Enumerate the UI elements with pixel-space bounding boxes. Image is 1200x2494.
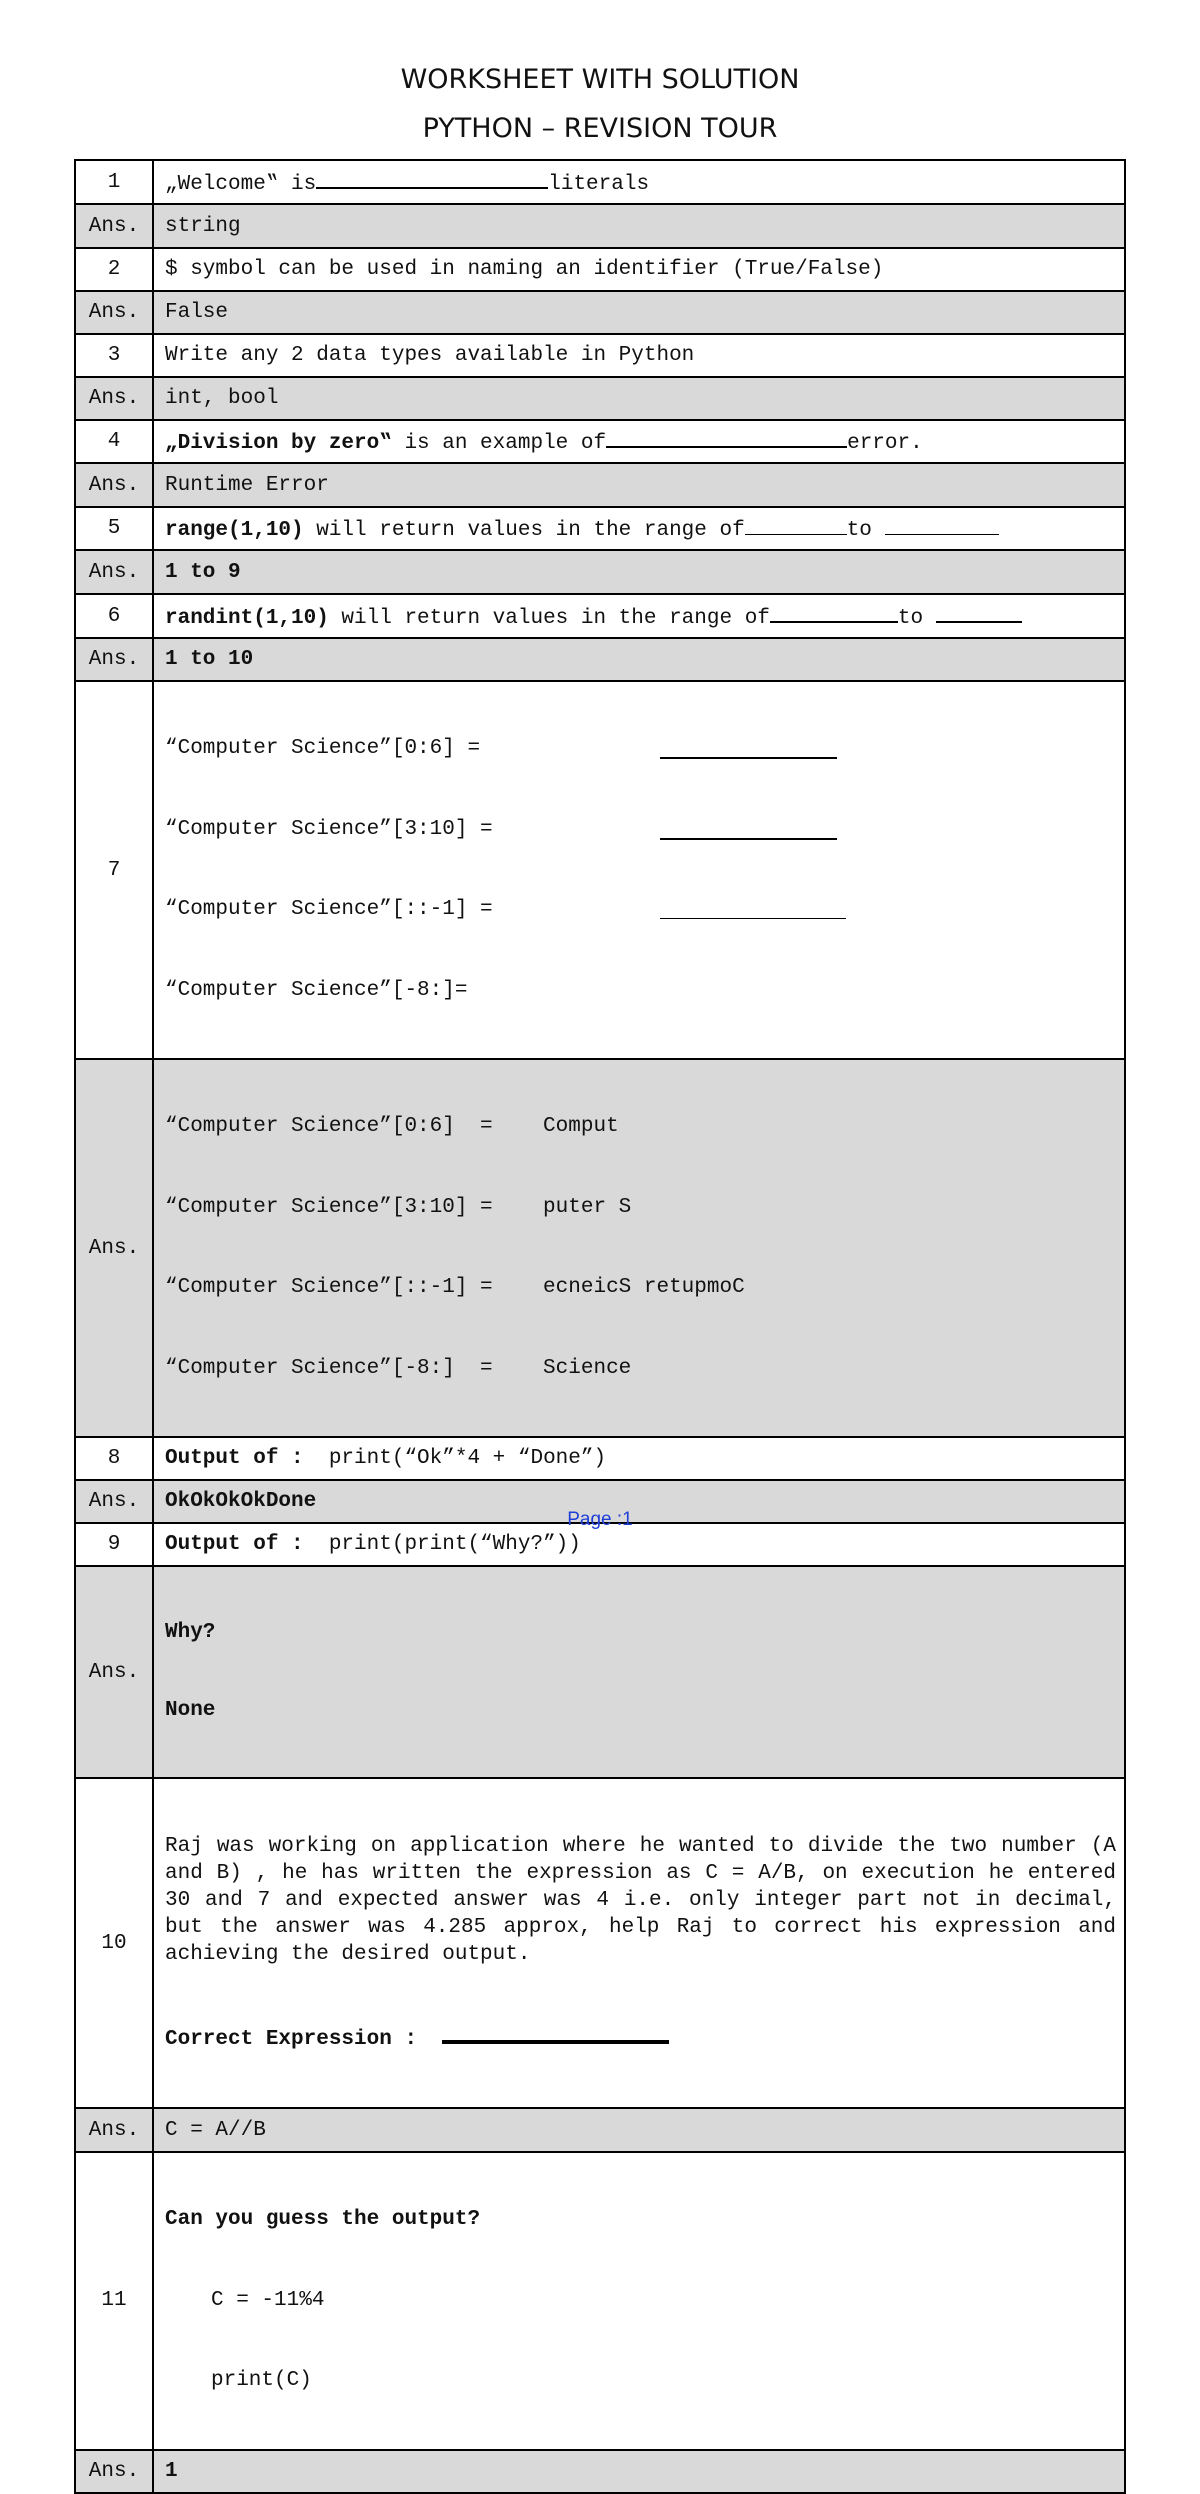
fill-blank — [316, 167, 548, 189]
answer-text: 1 — [153, 2450, 1125, 2493]
answer-text: C = A//B — [153, 2108, 1125, 2152]
slice-expression: “Computer Science”[3:10] = — [165, 817, 493, 841]
fill-blank — [885, 514, 999, 535]
question-row-10 — [75, 1778, 1125, 2108]
answer-label: Ans. — [75, 1566, 153, 1778]
question-number: 3 — [75, 334, 153, 377]
page-number: Page :1 — [567, 1509, 633, 1530]
question-row-7 — [75, 681, 1125, 1059]
page-subtitle: PYTHON – REVISION TOUR — [422, 113, 778, 144]
fill-blank — [606, 426, 847, 448]
answer-row-10 — [75, 2108, 1125, 2152]
question-row-6 — [75, 594, 1125, 638]
answer-label: Ans. — [75, 1059, 153, 1437]
question-code: print(“Ok”*4 + “Done”) — [303, 1447, 607, 1470]
question-text-mid: is an example of — [391, 432, 607, 455]
answer-label: Ans. — [75, 204, 153, 248]
correct-expression-line — [165, 2022, 1116, 2053]
answer-label: Ans. — [75, 550, 153, 594]
slice-expression: “Computer Science”[::-1] = — [165, 898, 493, 921]
answer-text: 1 to 9 — [153, 550, 1125, 594]
question-number: 9 — [75, 1523, 153, 1566]
question-number: 1 — [75, 160, 153, 204]
answer-row-6 — [75, 638, 1125, 681]
question-text: $ symbol can be used in naming an identifier (True/False) — [153, 248, 1125, 291]
question-number: 11 — [75, 2152, 153, 2450]
slice-expression: “Computer Science”[-8:]= — [165, 978, 468, 1002]
question-number: 7 — [75, 681, 153, 1059]
question-row-8 — [75, 1437, 1125, 1480]
fill-blank — [745, 514, 847, 535]
fill-blank — [770, 601, 898, 623]
fill-blank — [660, 737, 837, 759]
answer-text — [153, 1059, 1125, 1437]
fill-blank — [660, 898, 846, 919]
answer-text: OkOkOkOkDone — [153, 1480, 1125, 1523]
answer-label: Ans. — [75, 1480, 153, 1523]
question-text-bold: Output of : — [165, 1533, 304, 1556]
answer-text: string — [153, 204, 1125, 248]
question-text-post: literals — [548, 172, 650, 196]
slice-line — [165, 897, 1116, 924]
question-text-post: to — [846, 518, 885, 542]
question-text — [153, 1778, 1125, 2108]
answer-line: None — [165, 1699, 216, 1722]
answer-text: False — [153, 291, 1125, 334]
answer-row-1 — [75, 204, 1125, 248]
question-paragraph: Raj was working on application where he wanted to divide the two number (A and B) , he has written the expression as C = A/B, on execution he entered 30 and 7 and expected answer was 4 i.e. only integer part not in decimal, but the answer was 4.285 approx, help Raj to correct his expression and achieving the desired output. — [165, 1835, 1116, 1966]
question-text — [153, 1437, 1125, 1480]
slice-line — [165, 978, 1116, 1005]
question-text — [153, 507, 1125, 550]
fill-blank — [936, 601, 1022, 623]
answer-label: Ans. — [75, 638, 153, 681]
answer-line: “Computer Science”[::-1] = ecneicS retupmoC — [165, 1276, 745, 1299]
question-text-post: error. — [847, 432, 923, 455]
question-row-5 — [75, 507, 1125, 550]
question-row-2 — [75, 248, 1125, 291]
question-text-bold: randint(1,10) — [165, 606, 329, 630]
answer-line: “Computer Science”[0:6] = Comput — [165, 1115, 619, 1138]
answer-row-11 — [75, 2450, 1125, 2493]
question-row-3 — [75, 334, 1125, 377]
answer-label: Ans. — [75, 2108, 153, 2152]
question-text-mid: will return values in the range of — [328, 606, 770, 630]
answer-row-7 — [75, 1059, 1125, 1437]
question-code: print(print(“Why?”)) — [303, 1533, 581, 1556]
worksheet-table — [74, 159, 1126, 2494]
answer-line: “Computer Science”[3:10] = puter S — [165, 1195, 632, 1219]
code-line: print(C) — [211, 2369, 312, 2392]
question-text-bold: range(1,10) — [165, 518, 304, 542]
question-text — [153, 594, 1125, 638]
answer-text: 1 to 10 — [153, 638, 1125, 681]
question-number: 5 — [75, 507, 153, 550]
correct-expression-label: Correct Expression : — [165, 2028, 418, 2051]
code-line: C = -11%4 — [211, 2288, 325, 2312]
answer-text — [153, 1566, 1125, 1778]
question-text-bold: Output of : — [165, 1447, 304, 1470]
question-heading: Can you guess the output? — [165, 2208, 481, 2231]
page-title: WORKSHEET WITH SOLUTION — [400, 64, 800, 95]
answer-label: Ans. — [75, 463, 153, 507]
answer-line: Why? — [165, 1621, 216, 1644]
answer-label: Ans. — [75, 2450, 153, 2493]
question-text — [153, 160, 1125, 204]
question-number: 2 — [75, 248, 153, 291]
question-row-4 — [75, 420, 1125, 463]
question-number: 8 — [75, 1437, 153, 1480]
answer-label: Ans. — [75, 377, 153, 420]
question-text-bold: „Division by zero‟ — [165, 432, 392, 455]
fill-blank — [660, 818, 837, 840]
answer-row-3 — [75, 377, 1125, 420]
answer-row-5 — [75, 550, 1125, 594]
question-text-post: to — [897, 606, 936, 630]
answer-line: “Computer Science”[-8:] = Science — [165, 1356, 632, 1380]
question-text-pre: „Welcome‟ is — [165, 172, 317, 196]
answer-text: int, bool — [153, 377, 1125, 420]
question-number: 6 — [75, 594, 153, 638]
question-text-mid: will return values in the range of — [303, 518, 745, 542]
question-text — [153, 681, 1125, 1059]
slice-expression: “Computer Science”[0:6] = — [165, 737, 481, 760]
answer-label: Ans. — [75, 291, 153, 334]
answer-row-2 — [75, 291, 1125, 334]
question-text — [153, 420, 1125, 463]
question-number: 10 — [75, 1778, 153, 2108]
answer-text: Runtime Error — [153, 463, 1125, 507]
question-text: Write any 2 data types available in Python — [153, 334, 1125, 377]
answer-row-9 — [75, 1566, 1125, 1778]
question-number: 4 — [75, 420, 153, 463]
question-row-11 — [75, 2152, 1125, 2450]
slice-line — [165, 817, 1116, 844]
question-row-1 — [75, 160, 1125, 204]
fill-blank — [442, 2022, 669, 2044]
slice-line — [165, 736, 1116, 763]
answer-row-4 — [75, 463, 1125, 507]
question-text — [153, 2152, 1125, 2450]
